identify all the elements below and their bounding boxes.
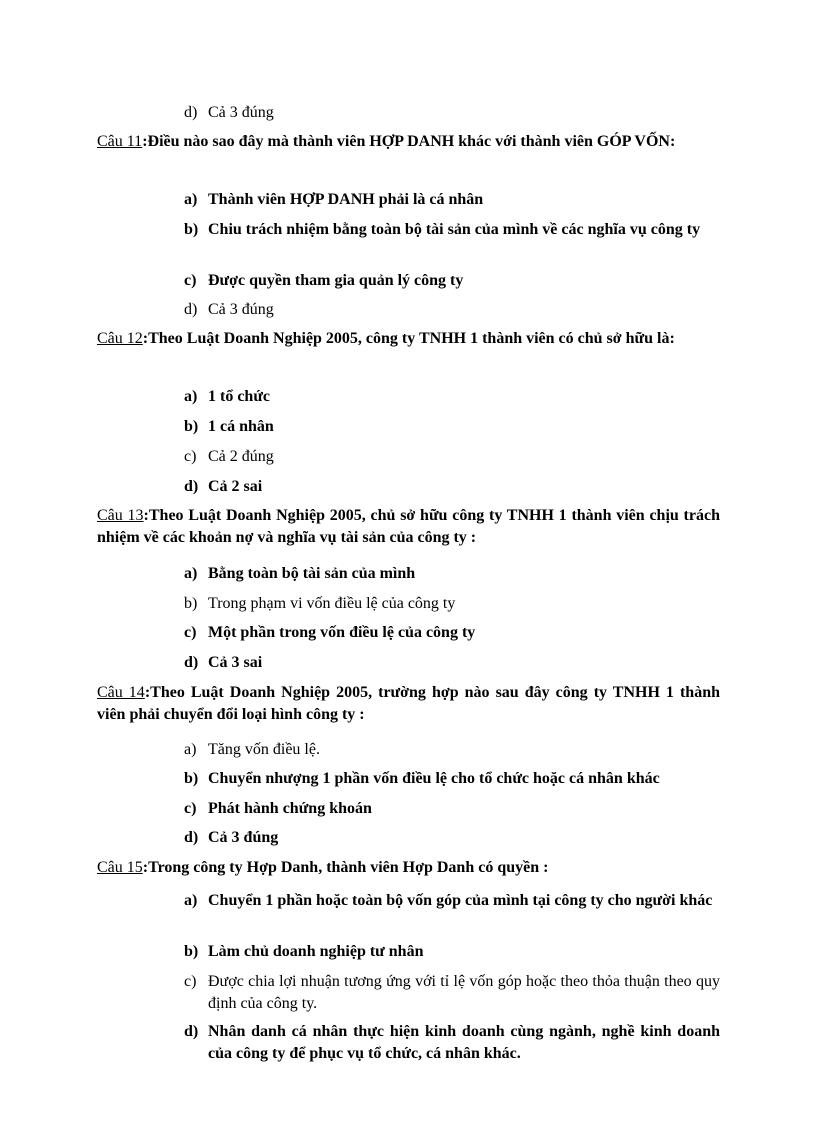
option-label: c) (184, 624, 197, 641)
option-label: d) (184, 478, 199, 495)
option-text: Phát hành chứng khoán (208, 800, 372, 817)
option-14-d (184, 827, 720, 849)
option-text: Được chia lợi nhuận tương ứng với tỉ lệ vốn góp hoặc theo thỏa thuận theo quy định của công ty. (208, 973, 720, 1012)
option-13-c (184, 622, 720, 644)
option-text: Một phần trong vốn điều lệ của công ty (208, 624, 476, 641)
option-label: c) (184, 448, 197, 465)
question-text: :Theo Luật Doanh Nghiệp 2005, công ty TNHH 1 thành viên có chủ sở hữu là: (142, 330, 675, 347)
option-label: b) (184, 418, 199, 435)
option-14-c (184, 798, 720, 820)
question-number: Câu 11 (97, 133, 143, 150)
question-number: Câu 13 (97, 507, 144, 524)
option-text: 1 cá nhân (208, 418, 274, 435)
option-label: c) (184, 973, 197, 990)
option-15-b (184, 941, 720, 963)
option-text: Nhân danh cá nhân thực hiện kinh doanh cùng ngành, nghề kinh doanh của công ty để phục vụ tổ chức, cá nhân khác. (208, 1023, 720, 1062)
question-11 (97, 131, 720, 153)
option-text: Cả 3 đúng (208, 829, 279, 846)
option-prev-d (184, 102, 720, 124)
option-label: a) (184, 191, 198, 208)
question-number: Câu 15 (97, 859, 143, 876)
option-text: Chiu trách nhiệm bằng toàn bộ tài sản của mình về các nghĩa vụ công ty (208, 221, 701, 238)
option-15-c (184, 971, 720, 1015)
option-11-a (184, 189, 720, 211)
question-13 (97, 505, 720, 549)
option-text: Chuyển nhượng 1 phần vốn điều lệ cho tổ chức hoặc cá nhân khác (208, 770, 660, 787)
question-number: Câu 12 (97, 330, 143, 347)
option-13-d (184, 652, 720, 674)
option-label: d) (184, 301, 198, 318)
option-label: c) (184, 272, 197, 289)
option-text: Làm chủ doanh nghiệp tư nhân (208, 943, 424, 960)
option-11-c (184, 270, 720, 292)
question-12 (97, 328, 720, 350)
question-text: :Theo Luật Doanh Nghiệp 2005, trường hợp nào sau đây công ty TNHH 1 thành viên phải chuyển đổi loại hình công ty : (97, 684, 720, 723)
option-13-a (184, 563, 720, 585)
question-number: Câu 14 (97, 684, 145, 701)
option-text: Cả 3 đúng (208, 104, 274, 121)
option-label: d) (184, 829, 199, 846)
option-13-b (184, 593, 720, 615)
option-label: b) (184, 221, 199, 238)
option-label: c) (184, 800, 197, 817)
option-12-a (184, 386, 720, 408)
option-text: Cả 3 đúng (208, 301, 274, 318)
question-14 (97, 682, 720, 726)
question-text: :Điều nào sao đây mà thành viên HỢP DANH khác với thành viên GÓP VỐN: (142, 133, 676, 150)
option-label: b) (184, 943, 199, 960)
option-text: Tăng vốn điều lệ. (208, 741, 320, 758)
option-label: d) (184, 104, 198, 121)
option-label: d) (184, 1023, 199, 1040)
option-label: d) (184, 654, 199, 671)
option-11-d (184, 299, 720, 321)
option-text: Cả 3 sai (208, 654, 263, 671)
option-text: Thành viên HỢP DANH phải là cá nhân (208, 191, 484, 208)
option-14-a (184, 739, 720, 761)
option-label: b) (184, 770, 199, 787)
option-12-d (184, 476, 720, 498)
option-text: Chuyển 1 phần hoặc toàn bộ vốn góp của mình tại công ty cho người khác (208, 892, 713, 909)
option-text: Cả 2 đúng (208, 448, 274, 465)
option-15-d (184, 1021, 720, 1065)
question-15 (97, 857, 720, 879)
option-12-c (184, 446, 720, 468)
option-12-b (184, 416, 720, 438)
question-text: :Trong công ty Hợp Danh, thành viên Hợp Danh có quyền : (142, 859, 549, 876)
option-text: Bằng toàn bộ tài sản của mình (208, 565, 416, 582)
option-label: b) (184, 595, 198, 612)
option-14-b (184, 768, 720, 790)
question-text: :Theo Luật Doanh Nghiệp 2005, chủ sở hữu công ty TNHH 1 thành viên chịu trách nhiệm về các khoản nợ và nghĩa vụ tài sản của công ty : (97, 507, 720, 546)
option-11-b (184, 219, 720, 241)
option-15-a (184, 890, 720, 912)
option-text: Trong phạm vi vốn điều lệ của công ty (208, 595, 456, 612)
option-text: Được quyền tham gia quản lý công ty (208, 272, 464, 289)
option-text: Cả 2 sai (208, 478, 263, 495)
option-label: a) (184, 388, 198, 405)
option-label: a) (184, 892, 198, 909)
option-text: 1 tổ chức (208, 388, 271, 405)
option-label: a) (184, 741, 197, 758)
option-label: a) (184, 565, 198, 582)
